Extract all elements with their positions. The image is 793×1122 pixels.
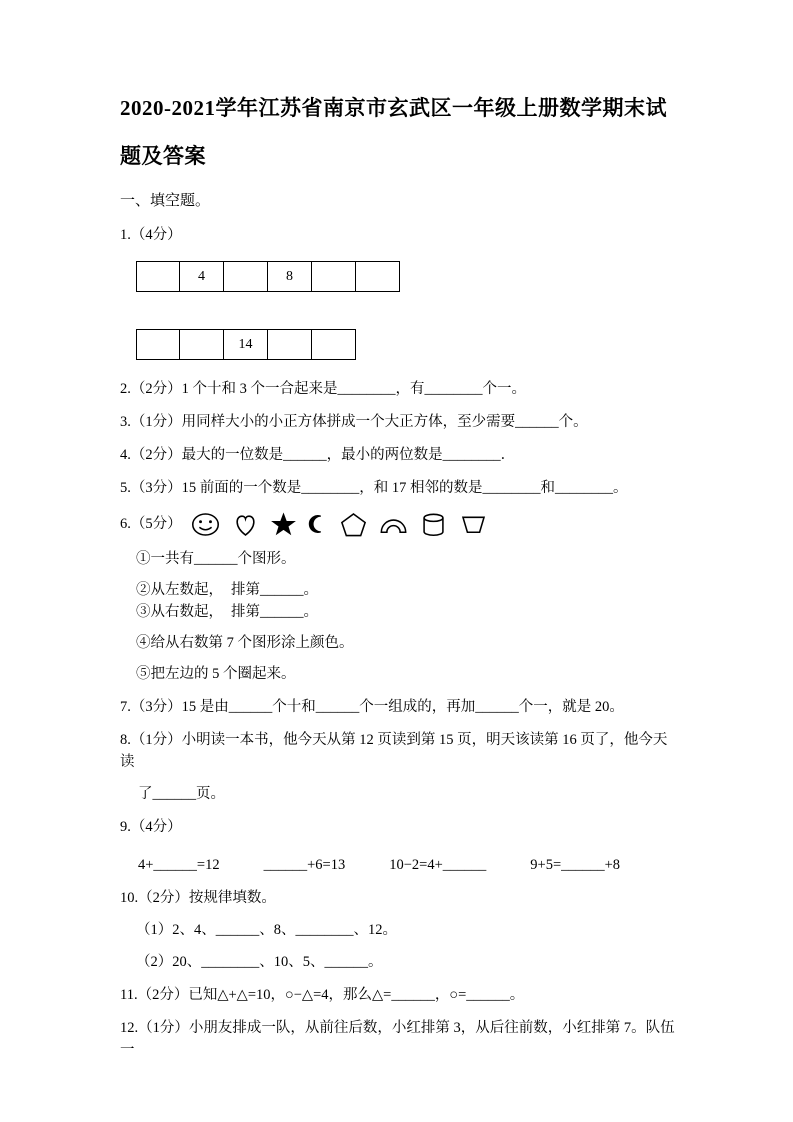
q6-sub1: ①一共有______个图形。 bbox=[136, 550, 296, 567]
q8-line2: 了______页。 bbox=[138, 785, 225, 802]
strip-cell bbox=[180, 329, 224, 360]
strip-cell: 4 bbox=[180, 261, 224, 292]
question-2: 2.（2分）1 个十和 3 个一合起来是________，有________个一。 bbox=[120, 380, 526, 397]
question-10 bbox=[120, 887, 681, 973]
strip-cell bbox=[356, 261, 400, 292]
q8-line1: 8.（1分）小明读一本书，他今天从第 12 页读到第 15 页，明天该读第 16 页了，他今天读 bbox=[120, 731, 668, 770]
question-7: 7.（3分）15 是由______个十和______个一组成的，再加______个一，就是 20。 bbox=[120, 698, 624, 715]
strip-cell bbox=[136, 329, 180, 360]
q6-shapes-line bbox=[120, 510, 681, 539]
question-9 bbox=[120, 816, 681, 876]
q6-sub2 bbox=[120, 579, 681, 601]
strip-cell bbox=[312, 329, 356, 360]
question-4: 4.（2分）最大的一位数是______，最小的两位数是________． bbox=[120, 446, 516, 463]
q6-sub2-prefix: ②从左数起， bbox=[136, 581, 223, 598]
question-6 bbox=[120, 510, 681, 685]
equation: 10−2=4+______ bbox=[389, 856, 487, 873]
cylinder-icon bbox=[418, 510, 449, 539]
arch-icon bbox=[378, 510, 409, 539]
q6-sub5: ⑤把左边的 5 个圈起来。 bbox=[136, 665, 296, 682]
equation: ______+6=13 bbox=[263, 856, 346, 873]
equation: 9+5=______+8 bbox=[530, 856, 621, 873]
equation: 4+______=12 bbox=[138, 856, 220, 873]
q1-label: 1.（4分） bbox=[120, 226, 182, 243]
question-3: 3.（1分）用同样大小的小正方体拼成一个大正方体，至少需要______个。 bbox=[120, 413, 588, 430]
q6-label: 6.（5分） bbox=[120, 516, 182, 533]
q1-strip1 bbox=[136, 261, 400, 292]
q6-sub2-suffix: 排第______。 bbox=[231, 581, 318, 598]
q6-sub4: ④给从右数第 7 个图形涂上颜色。 bbox=[136, 634, 354, 651]
question-5: 5.（3分）15 前面的一个数是________，和 17 相邻的数是________和________。 bbox=[120, 479, 628, 496]
strip-cell bbox=[224, 261, 268, 292]
q6-shapes-row bbox=[190, 510, 498, 539]
q1-strip2 bbox=[136, 329, 356, 360]
strip-cell bbox=[268, 329, 312, 360]
question-12: 12.（1分）小朋友排成一队，从前往后数，小红排第 3，从后往前数，小红排第 7。队伍一 bbox=[120, 1019, 675, 1058]
heart-icon bbox=[230, 510, 261, 539]
q6-sub3 bbox=[120, 601, 681, 623]
q6-sub3-prefix: ③从右数起， bbox=[136, 603, 223, 620]
star-icon bbox=[270, 512, 297, 537]
strip-cell bbox=[136, 261, 180, 292]
q6-sub3-suffix: 排第______。 bbox=[231, 603, 318, 620]
strip-cell: 8 bbox=[268, 261, 312, 292]
question-8 bbox=[120, 729, 681, 805]
q9-equations bbox=[120, 854, 681, 876]
pentagon-icon bbox=[338, 510, 369, 539]
smiley-icon bbox=[190, 510, 221, 539]
q10-label: 10.（2分）按规律填数。 bbox=[120, 889, 276, 906]
q9-label: 9.（4分） bbox=[120, 818, 182, 835]
q10-sub1: （1）2、4、______、8、________、12。 bbox=[136, 921, 397, 938]
strip-cell: 14 bbox=[224, 329, 268, 360]
trapezoid-icon bbox=[458, 510, 489, 539]
strip-cell bbox=[312, 261, 356, 292]
section-heading: 一、填空题。 bbox=[120, 192, 211, 209]
page-title: 2020-2021学年江苏省南京市玄武区一年级上册数学期末试题及答案 bbox=[120, 96, 667, 169]
crescent-icon bbox=[306, 513, 329, 535]
question-11: 11.（2分）已知△+△=10，○−△=4，那么△=______，○=______。 bbox=[120, 986, 525, 1003]
q10-sub2: （2）20、________、10、5、______。 bbox=[136, 953, 383, 970]
question-1 bbox=[120, 224, 681, 367]
